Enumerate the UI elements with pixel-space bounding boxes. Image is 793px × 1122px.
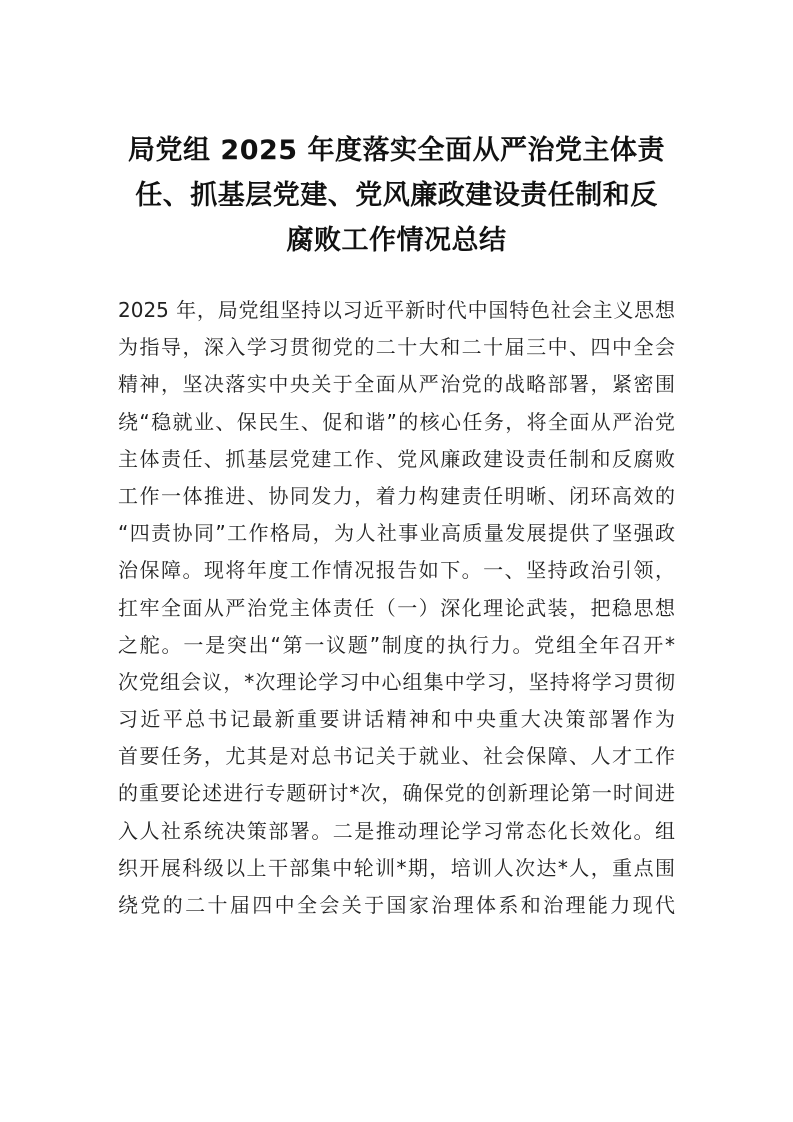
body-line: 扛牢全面从严治党主体责任（一）深化理论武装，把稳思想 [118, 595, 675, 620]
body-line: 首要任务，尤其是对总书记关于就业、社会保障、人才工作 [118, 744, 675, 769]
body-line: 精神，坚决落实中央关于全面从严治党的战略部署，紧密围 [118, 372, 675, 397]
body-line: 织开展科级以上干部集中轮训*期，培训人次达*人，重点围 [118, 855, 675, 880]
title-line: 任、抓基层党建、党风廉政建设责任制和反 [135, 180, 658, 211]
body-line: 入人社系统决策部署。二是推动理论学习常态化长效化。组 [118, 818, 675, 843]
body-line: 之舵。一是突出“第一议题”制度的执行力。党组全年召开* [118, 632, 675, 657]
title-line: 腐败工作情况总结 [286, 225, 507, 256]
body-line: 绕党的二十届四中全会关于国家治理体系和治理能力现代 [118, 893, 675, 917]
body-line: 习近平总书记最新重要讲话精神和中央重大决策部署作为 [118, 707, 675, 732]
body-line: 为指导，深入学习贯彻党的二十大和二十届三中、四中全会 [118, 335, 675, 360]
body-line: 主体责任、抓基层党建工作、党风廉政建设责任制和反腐败 [118, 446, 675, 471]
body-line: 绕“稳就业、保民生、促和谐”的核心任务，将全面从严治党 [118, 409, 675, 434]
body-line: 次党组会议，*次理论学习中心组集中学习，坚持将学习贯彻 [118, 669, 675, 694]
body-line: 治保障。现将年度工作情况报告如下。一、坚持政治引领， [118, 558, 675, 583]
body-line: 工作一体推进、协同发力，着力构建责任明晰、闭环高效的 [118, 483, 675, 508]
title-line: 局党组 2025 年度落实全面从严治党主体责 [128, 135, 665, 166]
body-line: “四责协同”工作格局，为人社事业高质量发展提供了坚强政 [118, 521, 675, 546]
body-line: 的重要论述进行专题研讨*次，确保党的创新理论第一时间进 [118, 781, 675, 806]
document-body [118, 292, 675, 924]
body-line: 2025 年，局党组坚持以习近平新时代中国特色社会主义思想 [118, 298, 675, 322]
document-title [110, 128, 683, 263]
